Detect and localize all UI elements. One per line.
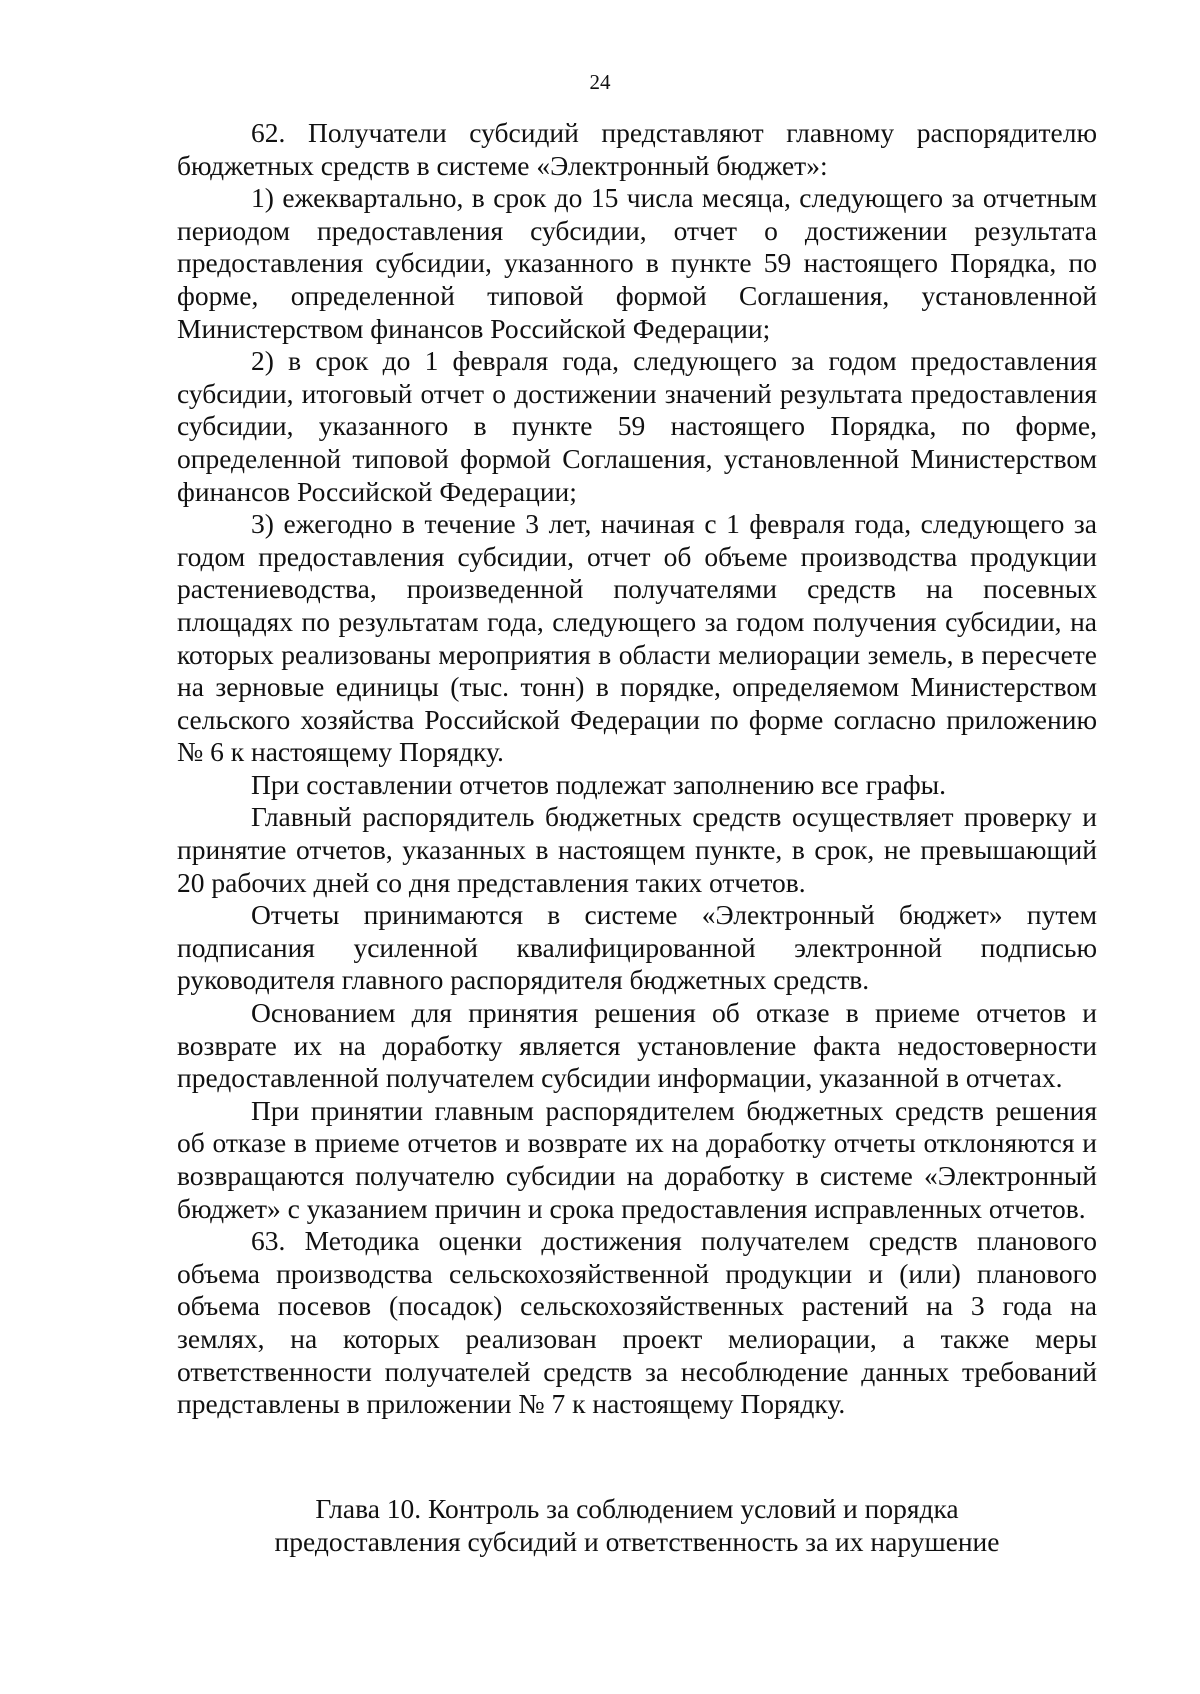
paragraph-62-intro: 62. Получатели субсидий представляют главному распорядителю бюджетных средств в системе «Электронный бюджет»: bbox=[177, 117, 1097, 181]
page-number: 24 bbox=[589, 70, 611, 94]
chapter-heading-line-1: Глава 10. Контроль за соблюдением условий и порядка bbox=[315, 1493, 959, 1524]
chapter-heading bbox=[177, 1493, 1097, 1558]
paragraph-62-item-2: 2) в срок до 1 февраля года, следующего за годом предоставления субсидии, итоговый отчет о достижении значений результата предоставления субсидии, указанного в пункте 59 настоящего Порядка, по форме, определенной типовой формой Соглашения, установленной Министерством финансов Российской Федерации; bbox=[177, 345, 1097, 507]
paragraph-63: 63. Методика оценки достижения получателем средств планового объема производства сельскохозяйственной продукции и (или) планового объема посевов (посадок) сельскохозяйственных растений на 3 года на землях, на которых реализован проект мелиорации, а также меры ответственности получателей средств за несоблюдение данных требований представлены в приложении № 7 к настоящему Порядку. bbox=[177, 1225, 1097, 1420]
paragraph-62-item-3: 3) ежегодно в течение 3 лет, начиная с 1 февраля года, следующего за годом предоставления субсидии, отчет об объеме производства продукции растениеводства, произведенной получателями средств на посевных площадях по результатам года, следующего за годом получения субсидии, на которых реализованы мероприятия в области мелиорации земель, в пересчете на зерновые единицы (тыс. тонн) в порядке, определяемом Министерством сельского хозяйства Российской Федерации по форме согласно приложению № 6 к настоящему Порядку. bbox=[177, 508, 1097, 768]
paragraph-refusal-return: При принятии главным распорядителем бюджетных средств решения об отказе в приеме отчетов и возврате их на доработку отчеты отклоняются и возвращаются получателю субсидии на доработку в системе «Электронный бюджет» с указанием причин и срока предоставления исправленных отчетов. bbox=[177, 1094, 1097, 1224]
document-body bbox=[177, 117, 1097, 1421]
chapter-heading-line-2: предоставления субсидий и ответственность за их нарушение bbox=[274, 1525, 1000, 1557]
paragraph-62-item-1: 1) ежеквартально, в срок до 15 числа месяца, следующего за отчетным периодом предоставления субсидии, отчет о достижении результата предоставления субсидии, указанного в пункте 59 настоящего Порядка, по форме, определенной типовой формой Соглашения, установленной Министерством финансов Российской Федерации; bbox=[177, 182, 1097, 344]
paragraph-refusal-grounds: Основанием для принятия решения об отказе в приеме отчетов и возврате их на доработку является установление факта недостоверности предоставленной получателем субсидии информации, указанной в отчетах. bbox=[177, 997, 1097, 1094]
paragraph-reports-check: Главный распорядитель бюджетных средств осуществляет проверку и принятие отчетов, указанных в настоящем пункте, в срок, не превышающий 20 рабочих дней со дня представления таких отчетов. bbox=[177, 801, 1097, 898]
paragraph-reports-signing: Отчеты принимаются в системе «Электронный бюджет» путем подписания усиленной квалифицированной электронной подписью руководителя главного распорядителя бюджетных средств. bbox=[177, 899, 1097, 996]
paragraph-reports-fill: При составлении отчетов подлежат заполнению все графы. bbox=[251, 768, 947, 800]
